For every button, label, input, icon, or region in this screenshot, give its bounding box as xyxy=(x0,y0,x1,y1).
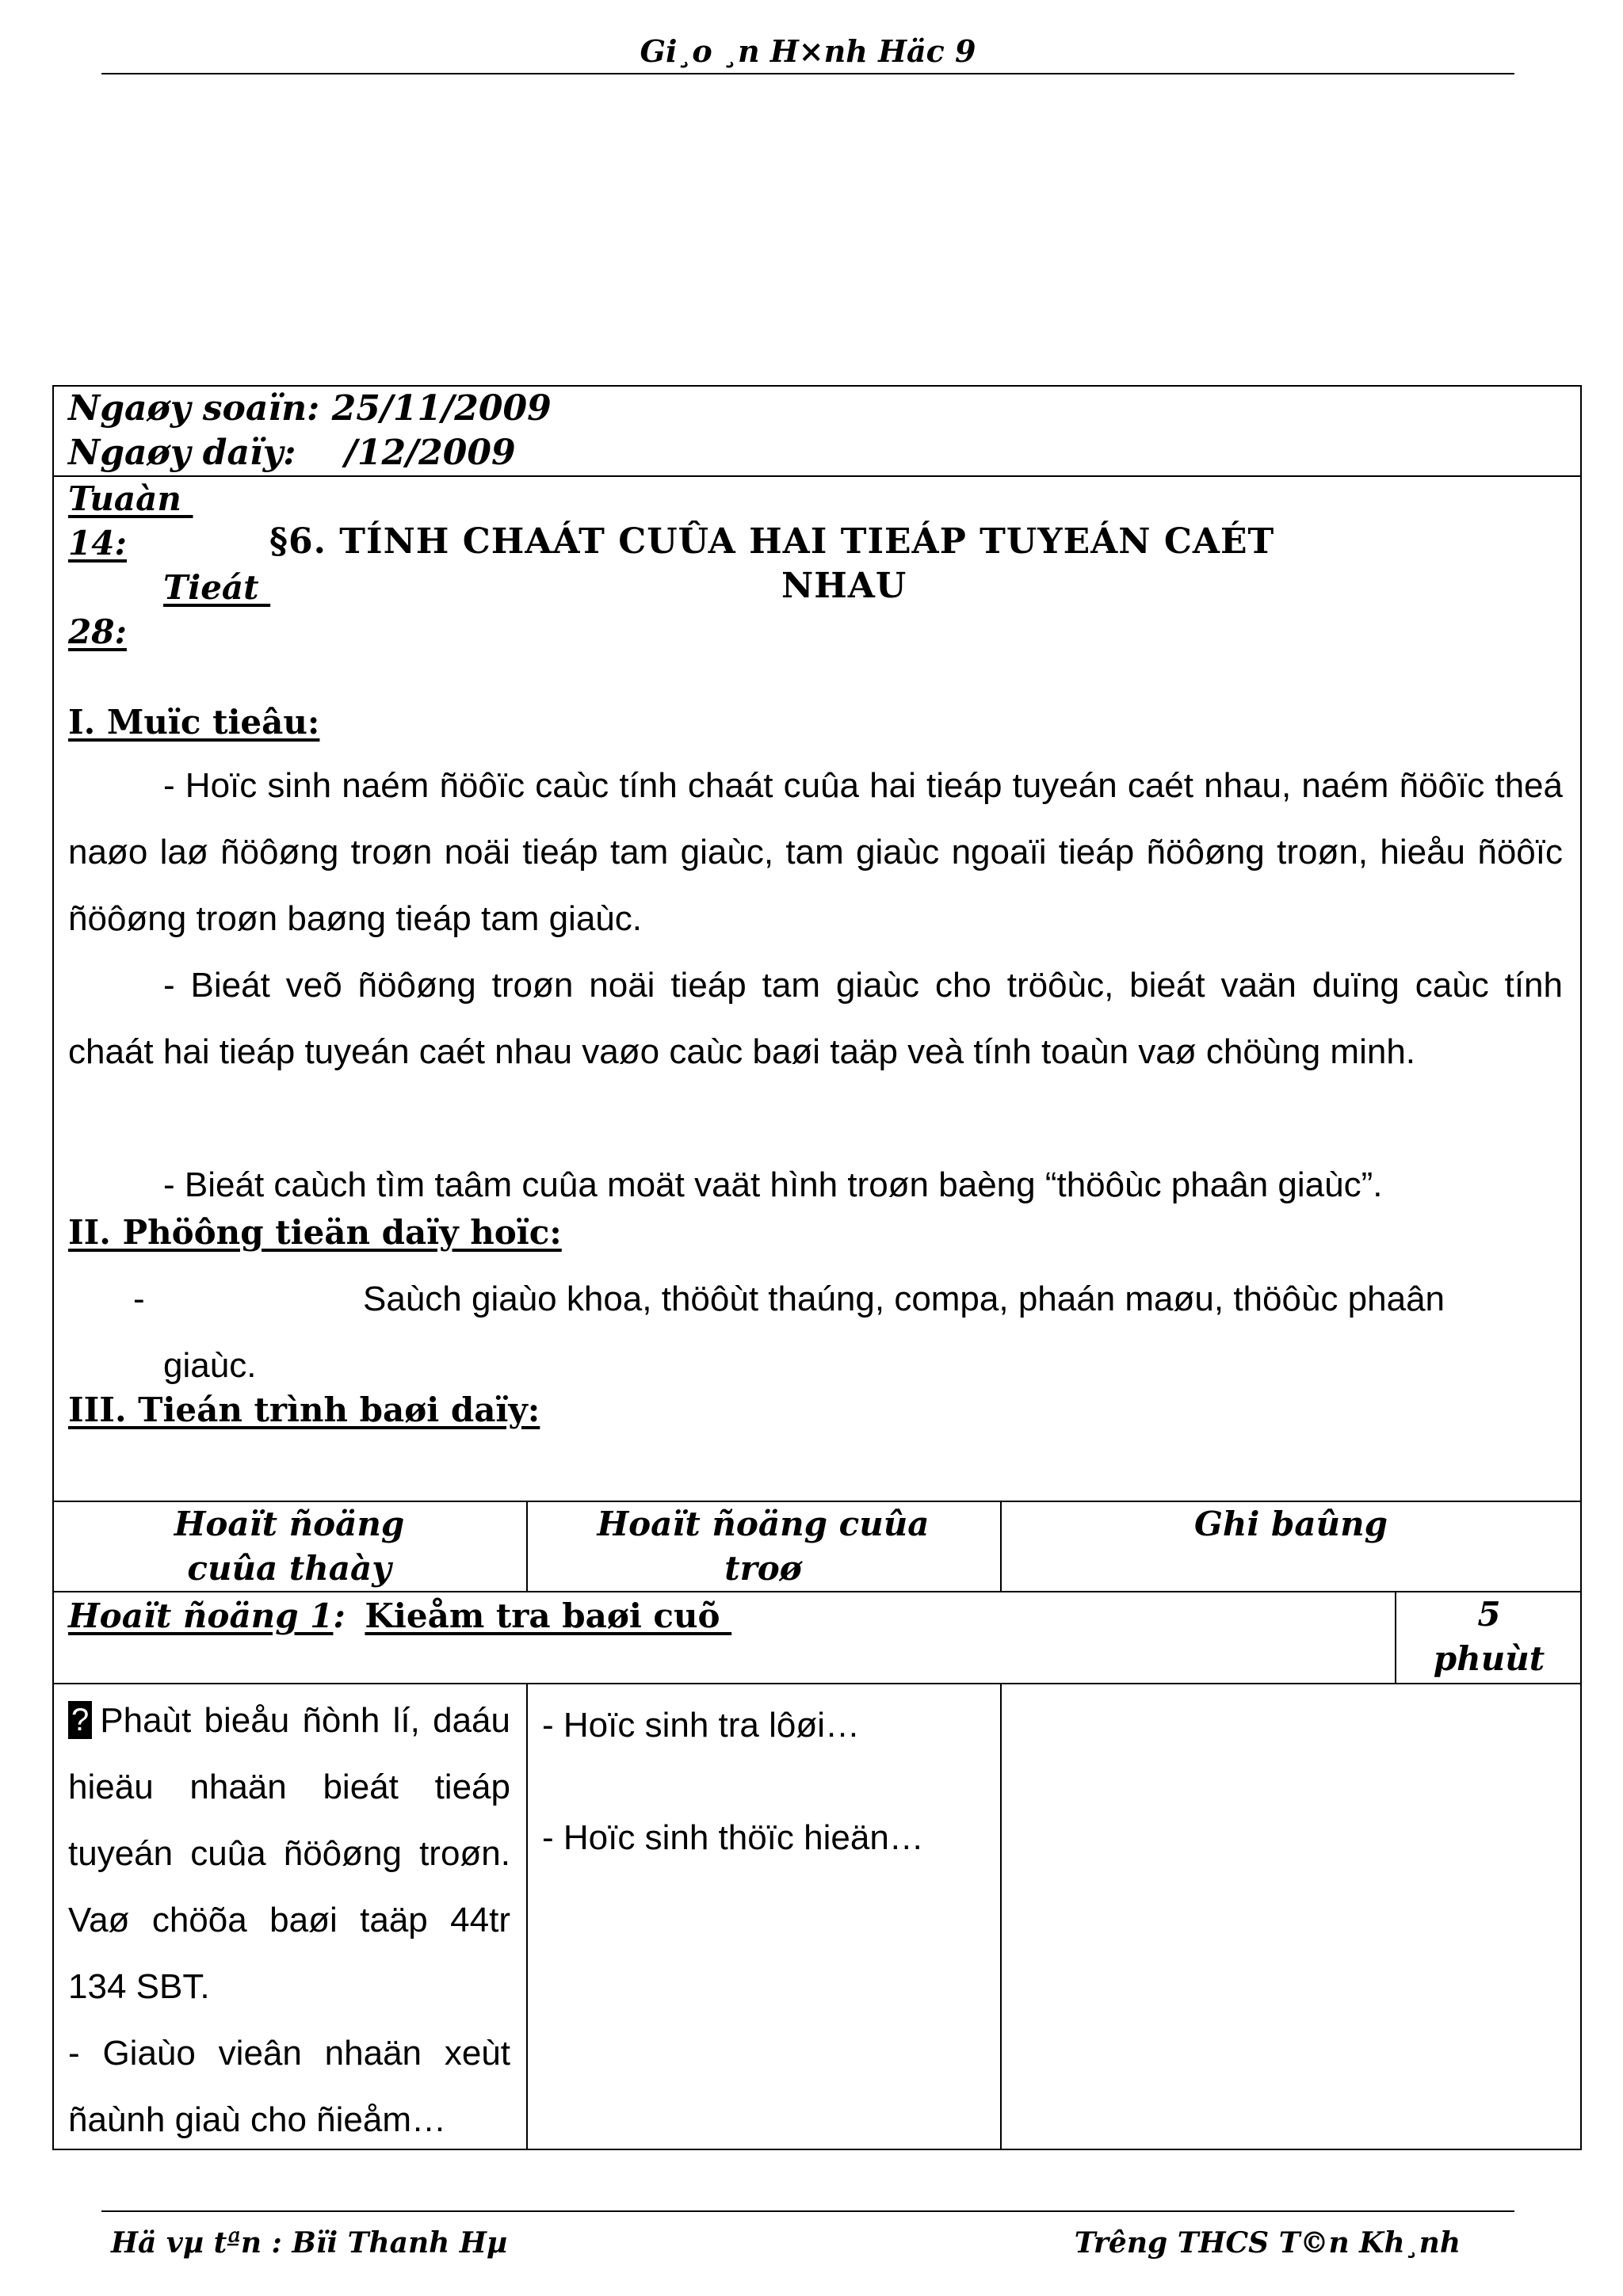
materials-dash: - xyxy=(133,1280,145,1318)
footer-author: Hä vµ tªn : Bïi Thanh Hµ xyxy=(111,2226,508,2260)
rule-after-dates xyxy=(52,475,1582,477)
objective-1: - Hoïc sinh naém ñöôïc caùc tính chaát cuûa hai tieáp tuyeán caét nhau, naém ñöôïc theá naøo laø ñöôøng troøn noäi tieáp tam giaùc, tam giaùc ngoaïi tieáp ñöôøng troøn, hieåu ñöôïc ñöôøng troøn baøng tieáp tam giaùc. xyxy=(68,766,1563,938)
footer-school: Trêng THCS T©n Kh¸nh xyxy=(1074,2226,1461,2260)
teacher-question-text: Phaùt bieåu ñònh lí, daáu hieäu nhaän bieát tieáp tuyeán cuûa ñöôøng troøn. Vaø chöõa baøi taäp 44tr 134 SBT. xyxy=(68,1701,510,2006)
period-label: Tieát xyxy=(163,568,271,607)
student-activity-1: - Hoïc sinh tra lôøi… xyxy=(542,1706,860,1745)
prep-date: Ngaøy soaïn: 25/11/2009 xyxy=(68,388,552,429)
board-cell xyxy=(1016,1703,1566,2131)
lesson-title-line2: NHAU xyxy=(781,566,907,606)
week-value: 14: xyxy=(68,524,127,563)
teacher-activity xyxy=(68,1688,510,2020)
activity-label: Hoaït ñoäng 1 xyxy=(68,1596,334,1635)
section1-heading: I. Muïc tieâu: xyxy=(68,703,320,742)
student-activity-2: - Hoïc sinh thöïc hieän… xyxy=(542,1818,924,1857)
duration-unit: phuùt xyxy=(1433,1639,1545,1678)
col-divider-2-body xyxy=(1000,1683,1002,2150)
page-header xyxy=(101,32,1514,74)
lesson-title-line1: §6. TÍNH CHAÁT CUÛA HAI TIEÁP TUYEÁN CAÉT xyxy=(269,521,1275,562)
activity-heading xyxy=(68,1594,731,1639)
period-value: 28: xyxy=(68,612,127,651)
duration-number: 5 xyxy=(1477,1595,1501,1634)
rule-after-col-headers xyxy=(52,1591,1582,1592)
page-footer xyxy=(101,2210,1514,2260)
col-header-teacher: Hoaït ñoäng cuûa thaày xyxy=(174,1505,405,1588)
objective-3: - Bieát caùch tìm taâm cuûa moät vaät hình troøn baèng “thöôùc phaân giaùc”. xyxy=(163,1165,1383,1204)
section3-heading: III. Tieán trình baøi daïy: xyxy=(68,1390,540,1429)
col-header-board: Ghi baûng xyxy=(1193,1505,1388,1543)
objective-2: - Bieát veõ ñöôøng troøn noäi tieáp tam giaùc cho tröôùc, bieát vaän duïng caùc tính chaát hai tieáp tuyeán caét nhau vaøo caùc baøi taäp veà tính toaùn vaø chöùng minh. xyxy=(68,966,1563,1071)
teacher-followup: - Giaùo vieân nhaän xeùt ñaùnh giaù cho ñieåm… xyxy=(68,2034,510,2139)
activity-title: Kieåm tra baøi cuõ xyxy=(365,1596,732,1635)
activity-separator: : xyxy=(333,1596,346,1635)
rule-after-activity xyxy=(52,1683,1582,1684)
header-title: Gi¸o ¸n H×nh Häc 9 xyxy=(640,33,976,69)
col-divider-1-body xyxy=(526,1683,528,2150)
question-mark-icon: ? xyxy=(68,1701,92,1739)
week-label: Tuaàn xyxy=(68,479,193,518)
materials-line1: Saùch giaùo khoa, thöôùt thaúng, compa, phaán maøu, thöôùc phaân xyxy=(363,1280,1445,1318)
section2-heading: II. Phöông tieän daïy hoïc: xyxy=(68,1213,562,1252)
teach-date: Ngaøy daïy: /12/2009 xyxy=(68,433,516,473)
materials-line2: giaùc. xyxy=(163,1346,257,1385)
col-header-student: Hoaït ñoäng cuûa troø xyxy=(597,1505,930,1588)
